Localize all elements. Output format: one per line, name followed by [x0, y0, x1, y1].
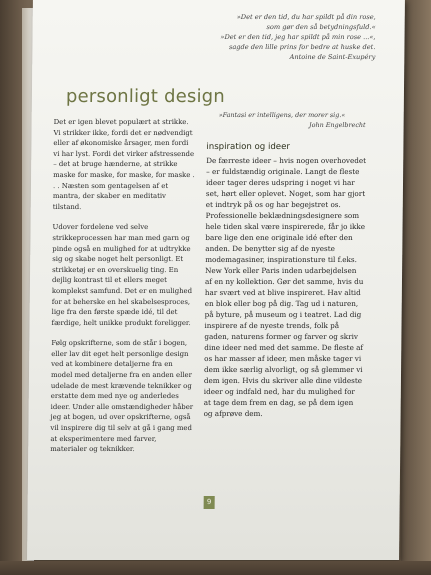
epigraph-author: Antoine de Saint-Exupéry: [289, 53, 376, 61]
epigraph-line: »Det er den tid, du har spildt på din rose,: [236, 13, 376, 21]
backdrop-right: [401, 0, 431, 575]
paragraph: Udover fordelene ved selve strikkeprocessen har man med garn og pinde også en mulighed for at udtrykke sig og skabe noget helt personligt. Et strikketøj er en overskuelig ting. En dejlig kontrast til et ellers meget komplekst samfund. Det er en mulighed for at beherske en hel skabelsesproces, lige fra den første spæde idé, til det færdige, helt unikke produkt foreligger.: [51, 223, 193, 327]
column-quote-text: »Fantasi er intelligens, der morer sig.«: [218, 111, 346, 119]
book-page: [27, 0, 405, 560]
section-heading: inspiration og ideer: [206, 142, 290, 152]
epigraph-line: »Det er den tid, jeg har spildt på min rose ...«,: [220, 33, 376, 41]
paragraph: Det er igen blevet populært at strikke. Vi strikker ikke, fordi det er nødvendigt eller af økonomiske årsager, men fordi vi har lyst. Fordi det virker afstressende – det at bruge hænderne, at strikke maske for maske, for maske, for maske . . . Næsten som gentagelsen af et mantra, der skaber en meditativ tilstand.: [52, 118, 195, 211]
epigraph-line: som gør den så betydningsfuld.«: [266, 23, 376, 31]
column-quote-author: John Engelbrecht: [309, 120, 366, 129]
page-number: 9: [204, 496, 215, 509]
page-title: personligt design: [65, 86, 226, 107]
paragraph: Følg opskrifterne, som de står i bogen, eller lav dit eget helt personlige design ved at kombinere detaljerne fra en model med detaljerne fra en anden eller udelade de mest krævende teknikker og erstatte dem med nye og anderledes ideer. Under alle omstændigheder håber jeg at bogen, ud over opskrifterne, også vil inspirere dig til selv at gå i gang med at eksperimentere med farver, materialer og teknikker.: [50, 339, 194, 454]
left-column: [50, 117, 197, 465]
right-column: [204, 142, 367, 419]
table-surface: [0, 561, 431, 575]
column-quote: [219, 111, 366, 130]
epigraph-quote: [207, 12, 376, 62]
epigraph-line: sagde den lille prins for bedre at huske det.: [228, 43, 376, 51]
paragraph: De færreste ideer – hvis nogen overhovedet – er fuldstændig originale. Langt de fleste ideer tager deres udspring i noget vi har set, hørt eller oplevet. Noget, som har gjort et indtryk på os og har begejstret os. Professionelle beklædningsdesignere som hele tiden skal være inspirerede, får jo ikke bare lige den ene originale idé efter den anden. De benytter sig af de nyeste modemagasiner, inspirationsture til f.eks. New York eller Paris inden udarbejdelsen af en ny kollektion. Gør det samme, hvis du har svært ved at blive inspireret. Hav altid en blok eller bog på dig. Tag ud i naturen, på byture, på museum og i teatret. Lad dig inspirere af de nyeste trends, folk på gaden, naturens former og farver og skriv dine ideer ned med det samme. De fleste af os har masser af ideer, men måske tager vi dem ikke særlig alvorligt, og så glemmer vi dem igen. Hvis du skriver alle dine vildeste ideer og indfald ned, har du mulighed for at tage dem frem en dag, se på dem igen og afprøve dem.: [203, 156, 367, 418]
